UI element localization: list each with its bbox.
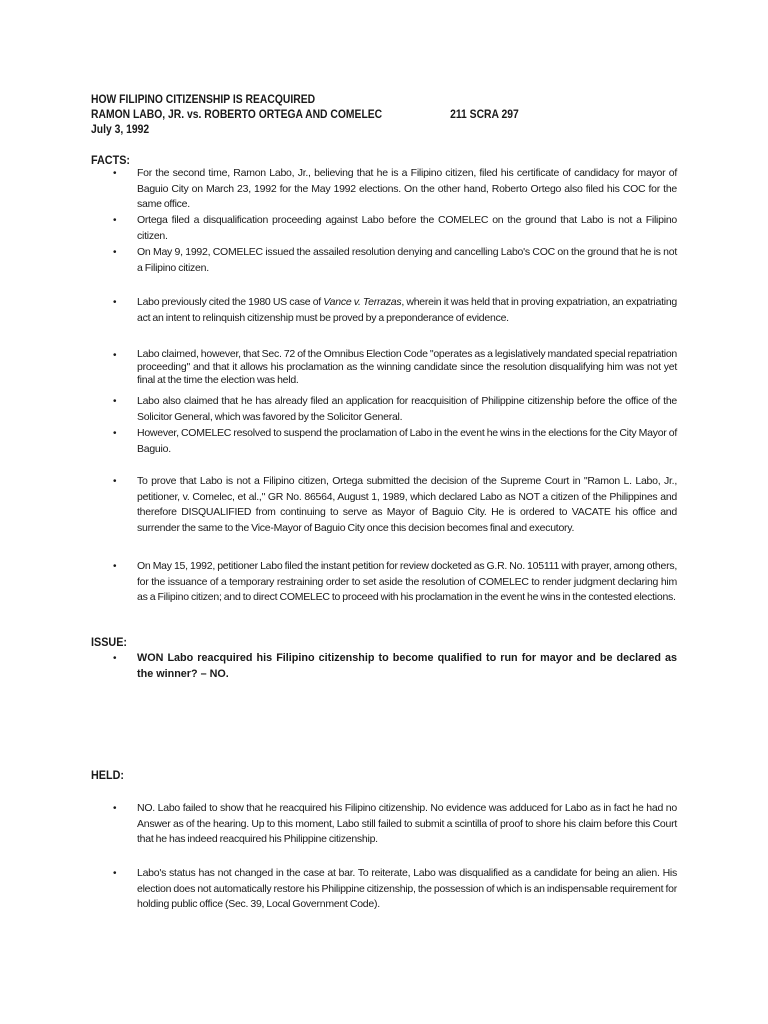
held-item	[113, 866, 677, 913]
facts-item	[113, 394, 677, 425]
cited-case-name: Vance v. Terrazas	[323, 296, 402, 308]
issue-item	[113, 651, 677, 682]
facts-item	[113, 213, 677, 244]
held-item-text: Labo's status has not changed in the case at bar. To reiterate, Labo was disqualified as a candidate for being an alien. His election does not automatically restore his Philippine citizenship, the possession of which is an indispensable requirement for holding public office (Sec. 39, Local Government Code).	[137, 867, 677, 910]
facts-item-text: Ortega filed a disqualification proceeding against Labo before the COMELEC on the ground that Labo is not a Filipino citizen.	[137, 214, 677, 242]
facts-item-text	[137, 295, 677, 326]
document-title: HOW FILIPINO CITIZENSHIP IS REACQUIRED	[91, 94, 316, 106]
facts-item	[113, 559, 677, 606]
bullet-icon: •	[113, 868, 117, 879]
facts-item-text: Labo claimed, however, that Sec. 72 of the Omnibus Election Code "operates as a legislatively mandated special repatriation proceeding" and that it allows his proclamation as the winning candidate since the resolution disqualifying him was not yet final at the time the election was held.	[137, 348, 677, 386]
case-date: July 3, 1992	[91, 124, 150, 136]
facts-item-text: To prove that Labo is not a Filipino citizen, Ortega submitted the decision of the Supreme Court in "Ramon L. Labo, Jr., petitioner, v. Comelec, et al.," GR No. 86564, August 1, 1989, which declared Labo as NOT a citizen of the Philippines and therefore DISQUALIFIED from continuing to serve as Mayor of Baguio City. He is ordered to VACATE his office and surrender the same to the Vice-Mayor of Baguio City once this decision becomes final and executory.	[137, 475, 677, 534]
case-header	[91, 93, 631, 138]
facts-item	[113, 426, 677, 457]
facts-item	[113, 245, 677, 276]
bullet-icon: •	[113, 168, 117, 179]
bullet-icon: •	[113, 297, 117, 308]
facts-item-text-after: , wherein it was held that in proving expatriation, an expatriating act an intent to relinquish citizenship must be proved by a preponderance of evidence.	[137, 296, 677, 324]
facts-item-text: On May 9, 1992, COMELEC issued the assailed resolution denying and cancelling Labo's COC on the ground that he is not a Filipino citizen.	[137, 246, 677, 274]
held-item-text: NO. Labo failed to show that he reacquired his Filipino citizenship. No evidence was adduced for Labo as in fact he had no Answer as of the hearing. Up to this moment, Labo still failed to submit a scintilla of proof to shore his claim before this Court that he has indeed reacquired his Philippine citizenship.	[137, 802, 677, 845]
facts-item-text: On May 15, 1992, petitioner Labo filed the instant petition for review docketed as G.R. No. 105111 with prayer, among others, for the issuance of a temporary restraining order to set aside the resolution of COMELEC to render judgment declaring him as a Filipino citizen; and to direct COMELEC to proceed with his proclamation in the event he wins in the contested elections.	[137, 560, 677, 603]
facts-heading: FACTS:	[91, 153, 131, 167]
held-item	[113, 801, 677, 848]
case-caption-row	[91, 108, 631, 123]
bullet-icon: •	[113, 428, 117, 439]
facts-item	[113, 474, 677, 536]
facts-item	[113, 166, 677, 213]
bullet-icon: •	[113, 653, 117, 664]
held-heading: HELD:	[91, 768, 125, 782]
facts-item-text: Labo also claimed that he has already filed an application for reacquisition of Philippine citizenship before the office of the Solicitor General, which was favored by the Solicitor General.	[137, 395, 677, 423]
bullet-icon: •	[113, 247, 117, 258]
bullet-icon: •	[113, 396, 117, 407]
case-name: RAMON LABO, JR. vs. ROBERTO ORTEGA AND COMELEC	[91, 109, 383, 121]
facts-item-text: For the second time, Ramon Labo, Jr., believing that he is a Filipino citizen, filed his certificate of candidacy for mayor of Baguio City on March 23, 1992 for the May 1992 elections. On the other hand, Roberto Ortego also filed his COC for the same office.	[137, 167, 677, 210]
bullet-icon: •	[113, 803, 117, 814]
bullet-icon: •	[113, 350, 117, 361]
facts-item	[113, 348, 677, 387]
bullet-icon: •	[113, 476, 117, 487]
issue-heading: ISSUE:	[91, 635, 128, 649]
facts-item	[113, 295, 677, 326]
case-citation: 211 SCRA 297	[450, 109, 519, 121]
facts-item-text: However, COMELEC resolved to suspend the proclamation of Labo in the event he wins in the elections for the City Mayor of Baguio.	[137, 427, 677, 455]
bullet-icon: •	[113, 561, 117, 572]
facts-item-text-before: Labo previously cited the 1980 US case of	[137, 296, 324, 308]
bullet-icon: •	[113, 215, 117, 226]
issue-item-text: WON Labo reacquired his Filipino citizenship to become qualified to run for mayor and be declared as the winner? – NO.	[137, 652, 677, 680]
